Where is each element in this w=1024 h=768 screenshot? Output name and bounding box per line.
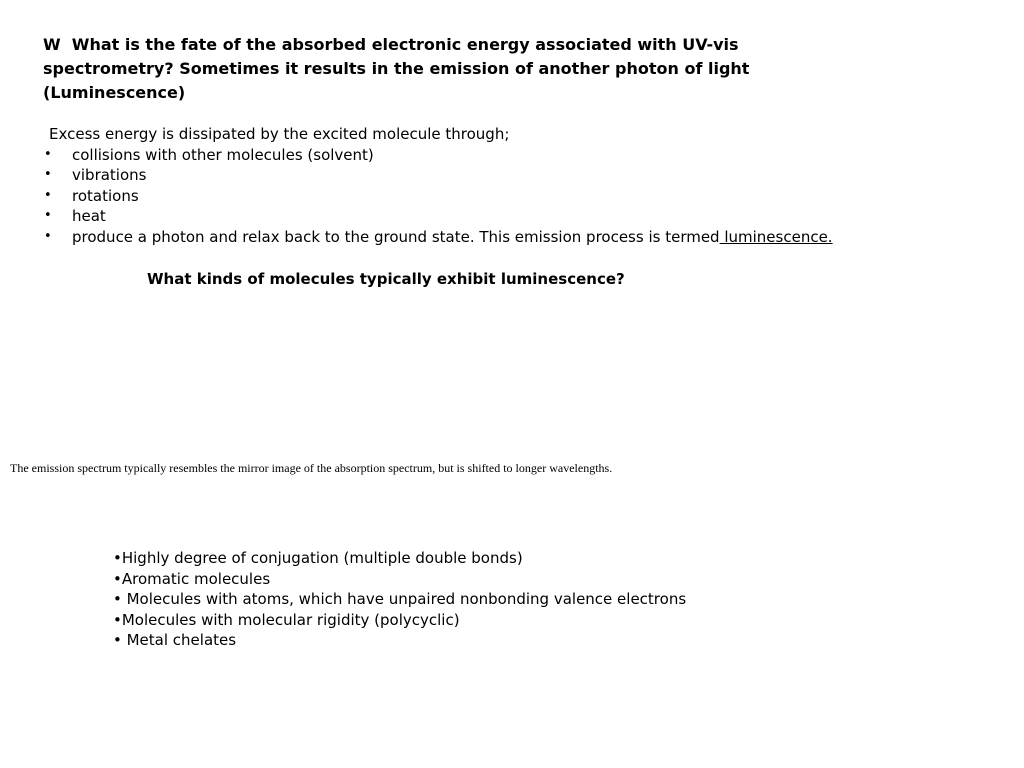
page-heading bbox=[43, 33, 843, 105]
list-item: • Molecules with atoms, which have unpaired nonbonding valence electrons bbox=[113, 590, 687, 609]
bullet-icon: • bbox=[44, 208, 52, 224]
heading-text: What is the fate of the absorbed electronic energy associated with UV-vis spectrometry? Sometimes it results in the emission of another photon of light (Luminescence) bbox=[43, 35, 750, 102]
list-item bbox=[43, 145, 943, 166]
spectrum-note: The emission spectrum typically resembles the mirror image of the absorption spectrum, but is shifted to longer wavelengths. bbox=[10, 461, 613, 475]
list-item-text: rotations bbox=[72, 186, 139, 205]
list-item: • Metal chelates bbox=[113, 631, 237, 650]
dissipation-list bbox=[43, 145, 943, 248]
list-item: •Highly degree of conjugation (multiple double bonds) bbox=[113, 549, 523, 567]
molecule-types-list bbox=[113, 548, 813, 651]
list-item: •Molecules with molecular rigidity (polycyclic) bbox=[113, 610, 460, 629]
bullet-icon: • bbox=[44, 167, 52, 183]
list-item bbox=[43, 206, 943, 227]
list-item bbox=[43, 165, 943, 186]
list-item bbox=[43, 186, 943, 207]
list-item-text: vibrations bbox=[72, 166, 147, 185]
energy-dissipation-section bbox=[43, 124, 943, 248]
bullet-icon: • bbox=[44, 146, 52, 162]
list-item: •Aromatic molecules bbox=[113, 569, 271, 588]
bullet-icon: • bbox=[44, 187, 52, 203]
intro-line: Excess energy is dissipated by the excited molecule through; bbox=[49, 125, 510, 143]
luminescence-term: luminescence. bbox=[719, 227, 833, 246]
bullet-icon: • bbox=[44, 228, 52, 244]
list-item-text: collisions with other molecules (solvent) bbox=[72, 145, 374, 164]
luminescence-question: What kinds of molecules typically exhibit luminescence? bbox=[147, 270, 625, 288]
list-item bbox=[43, 227, 943, 248]
heading-marker: W bbox=[43, 35, 61, 54]
list-item-text: produce a photon and relax back to the ground state. This emission process is termed bbox=[72, 227, 720, 246]
list-item-text: heat bbox=[72, 207, 106, 226]
